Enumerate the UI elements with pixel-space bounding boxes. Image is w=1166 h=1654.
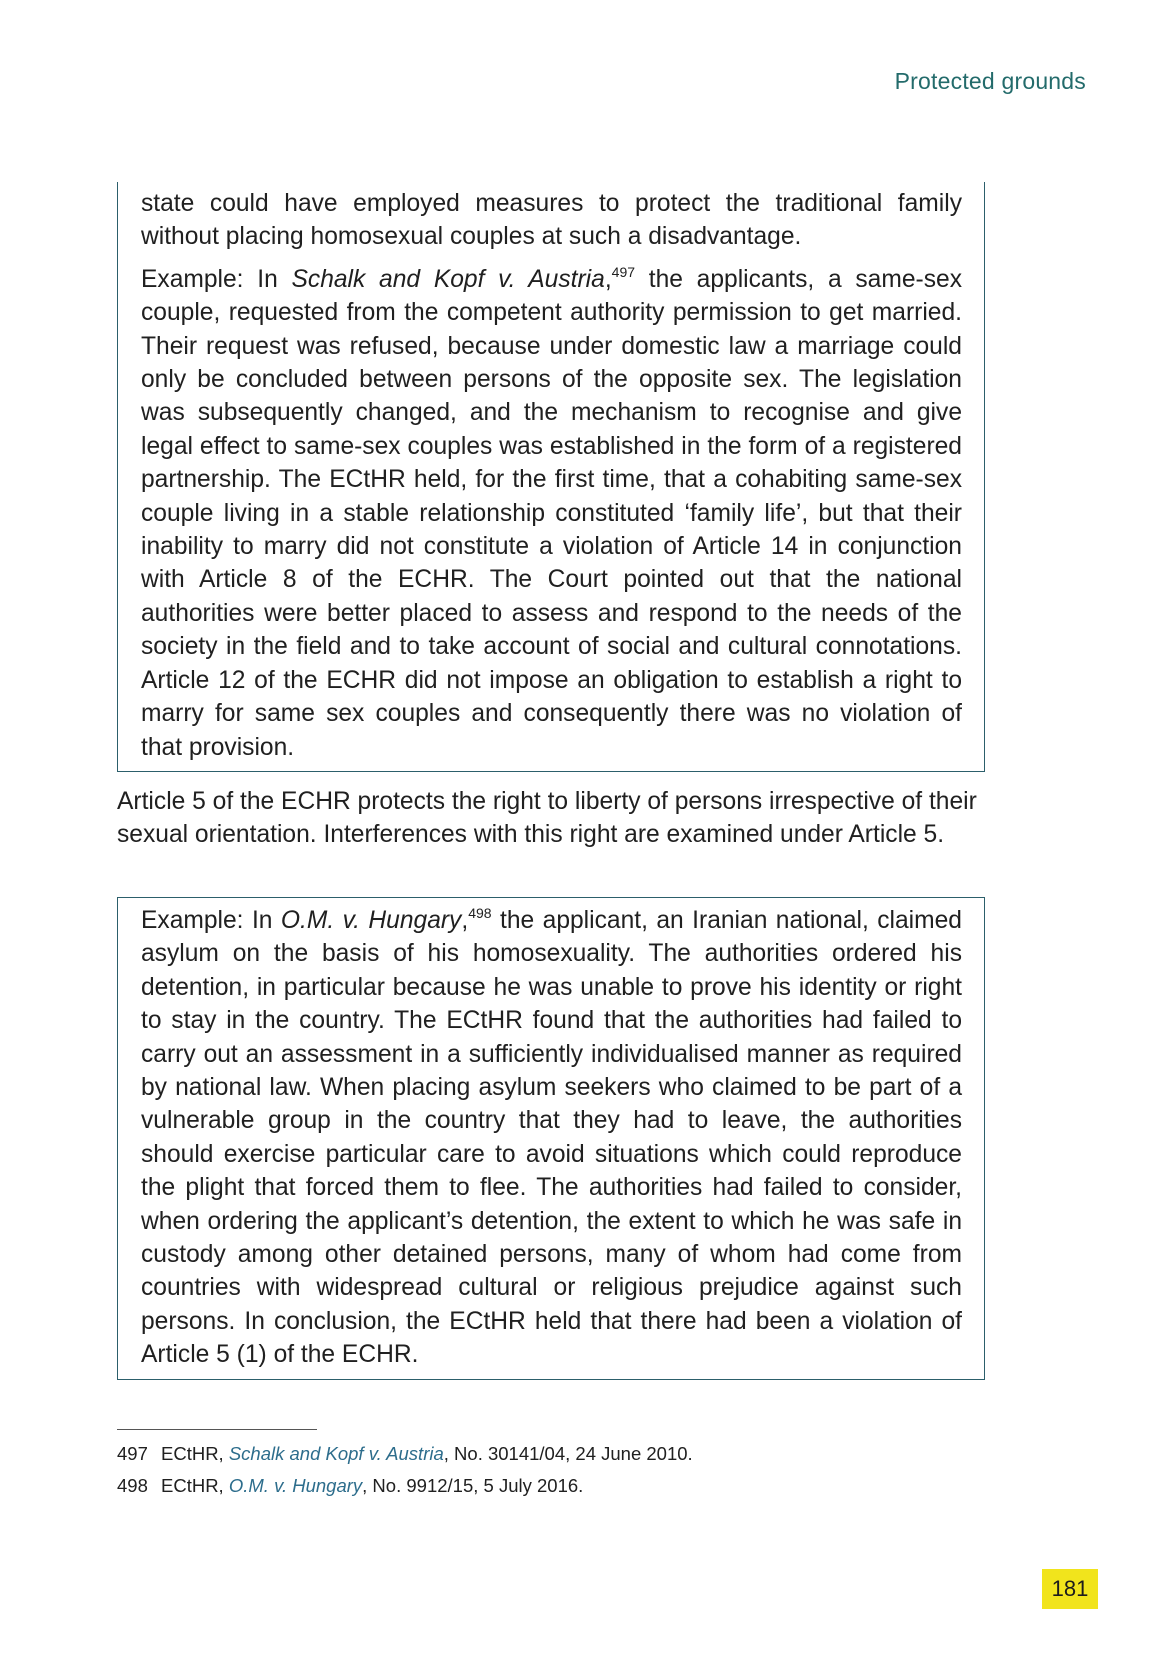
footnote-court: ECtHR, — [161, 1443, 229, 1464]
case-name-schalk: Schalk and Kopf v. Austria — [291, 265, 605, 293]
footnote-ref-497[interactable]: 497 — [611, 263, 636, 280]
example-text-om: the applicant, an Iranian national, claimed asylum on the basis of his homosexuality. The authorities ordered his detention, in particular because he was unable to prove his identity or right to stay in the country. The ECtHR found that the authorities had failed to carry out an assessment in a sufficiently individualised manner as required by national law. When placing asylum seekers who claimed to be part of a vulnerable group in the country that they had to leave, the authorities should exercise particular care to avoid situations which could reproduce the plight that forced them to flee. The authorities had failed to consider, when ordering the applicant’s detention, the extent to which he was safe in custody among other detained persons, many of whom had come from countries with widespread cultural or religious prejudice against such persons. In conclusion, the ECtHR held that there had been a violation of Article 5 (1) of the ECHR. — [141, 907, 962, 1369]
footnote-497 — [117, 1443, 693, 1465]
case-comma: , — [604, 265, 612, 293]
footnote-498 — [117, 1475, 583, 1497]
footnote-court: ECtHR, — [161, 1475, 229, 1496]
body-paragraph-article-5: Article 5 of the ECHR protects the right to liberty of persons irrespective of their sexual orientation. Interferences with this right are examined under Article 5. — [117, 788, 977, 849]
case-comma: , — [461, 907, 469, 934]
example-text-schalk: the applicants, a same-sex couple, requested from the competent authority permission to get married. Their request was refused, because under domestic law a marriage could only be concluded between persons of the opposite sex. The legislation was subsequently changed, and the mechanism to recognise and give legal effect to same-sex couples was established in the form of a registered partnership. The ECtHR held, for the first time, that a cohabiting same-sex couple living in a stable relationship constituted ‘family life’, but that their inability to marry did not constitute a violation of Article 14 in conjunction with Article 8 of the ECHR. The Court pointed out that the national authorities were better placed to assess and respond to the needs of the society in the field and to take account of social and cultural connotations. Article 12 of the ECHR did not impose an obligation to establish a right to marry for same sex couples and consequently there was no violation of that provision. — [141, 265, 962, 761]
running-header-section-title: Protected grounds — [894, 68, 1086, 94]
footnote-case-link[interactable]: O.M. v. Hungary — [228, 1475, 363, 1496]
example-paragraph-schalk — [141, 263, 962, 764]
example-prefix: Example: In — [141, 265, 292, 293]
footnote-number: 497 — [117, 1443, 148, 1464]
footnote-ref-498[interactable]: 498 — [468, 905, 492, 921]
page-number-badge: 181 — [1042, 1569, 1098, 1609]
case-name-om: O.M. v. Hungary — [280, 907, 462, 934]
footnote-details: , No. 9912/15, 5 July 2016. — [362, 1475, 584, 1496]
example-box-continued — [117, 182, 985, 772]
example-box-om-hungary — [117, 897, 985, 1380]
footnote-details: , No. 30141/04, 24 June 2010. — [443, 1443, 693, 1464]
example-paragraph-om — [141, 904, 962, 1372]
box-continuation-text: state could have employed measures to protect the traditional family without placing homosexual couples at such a disadvantage. — [141, 190, 962, 251]
footnote-number: 498 — [117, 1475, 148, 1496]
example-prefix: Example: In — [141, 907, 281, 934]
footnote-case-link[interactable]: Schalk and Kopf v. Austria — [228, 1443, 444, 1464]
footnote-divider — [117, 1429, 317, 1430]
